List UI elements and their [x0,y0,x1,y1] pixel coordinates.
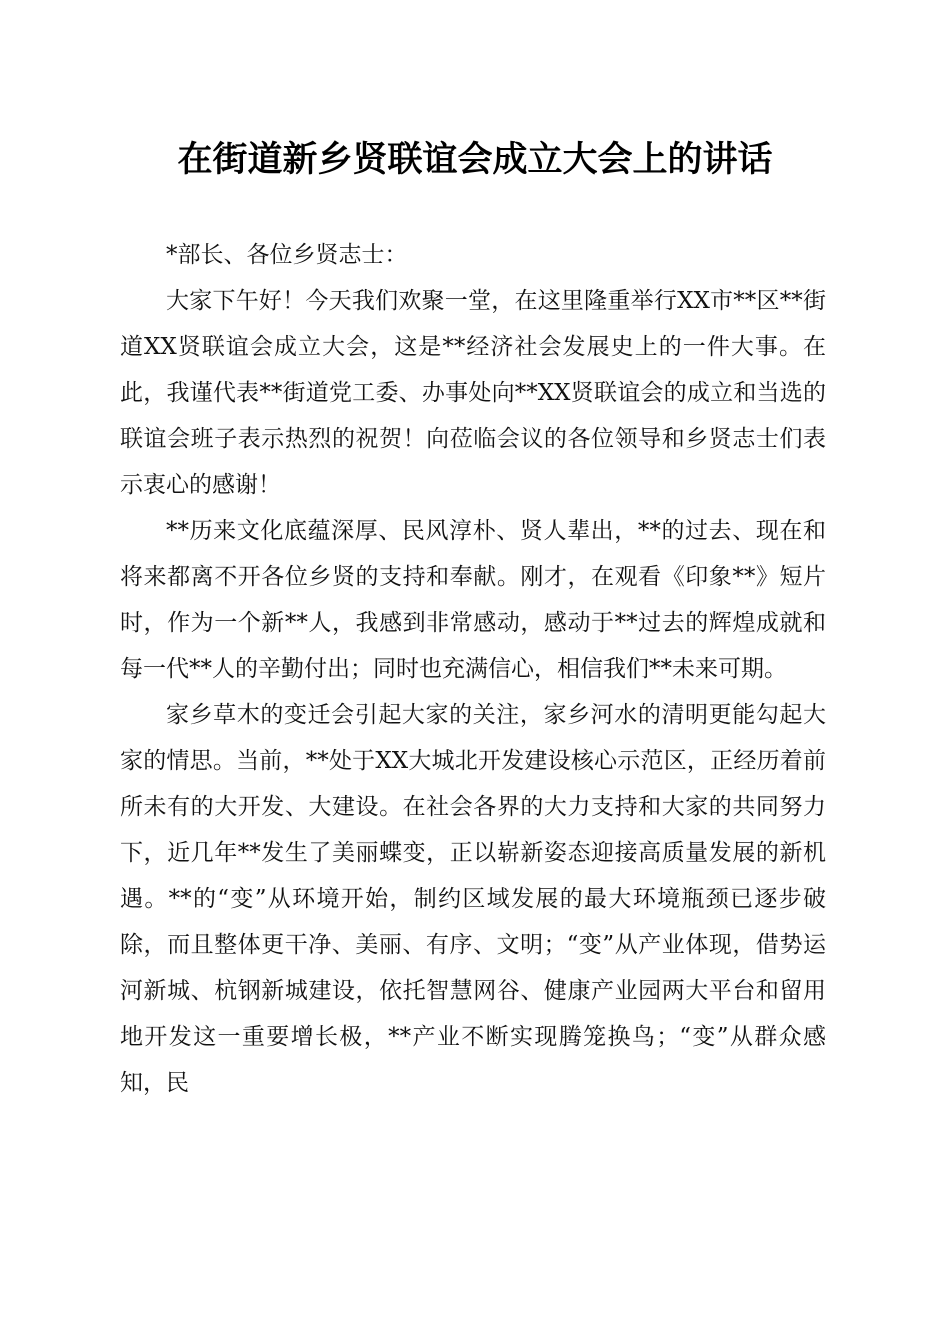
paragraph: **历来文化底蕴深厚、民风淳朴、贤人辈出，**的过去、现在和将来都离不开各位乡贤的支持和奉献。刚才，在观看《印象**》短片时，作为一个新**人，我感到非常感动，感动于**过去的辉煌成就和每一代**人的辛勤付出；同时也充满信心，相信我们**未来可期。 [120,518,826,682]
document-body [120,232,826,1106]
page-title: 在街道新乡贤联谊会成立大会上的讲话 [177,139,773,180]
paragraph: 大家下午好！今天我们欢聚一堂，在这里隆重举行XX市**区**街道XX贤联谊会成立大会，这是**经济社会发展史上的一件大事。在此，我谨代表**街道党工委、办事处向**XX贤联谊会的成立和当选的联谊会班子表示热烈的祝贺！向莅临会议的各位领导和乡贤志士们表示衷心的感谢！ [120,288,826,498]
salutation: *部长、各位乡贤志士： [166,242,408,268]
paragraph: 家乡草木的变迁会引起大家的关注，家乡河水的清明更能勾起大家的情思。当前，**处于XX大城北开发建设核心示范区，正经历着前所未有的大开发、大建设。在社会各界的大力支持和大家的共同努力下，近几年**发生了美丽蝶变，正以崭新姿态迎接高质量发展的新机遇。**的“变”从环境开始，制约区域发展的最大环境瓶颈已逐步破除，而且整体更干净、美丽、有序、文明；“变”从产业体现，借势运河新城、杭钢新城建设，依托智慧网谷、健康产业园两大平台和留用地开发这一重要增长极，**产业不断实现腾笼换鸟；“变”从群众感知，民 [120,702,826,1096]
